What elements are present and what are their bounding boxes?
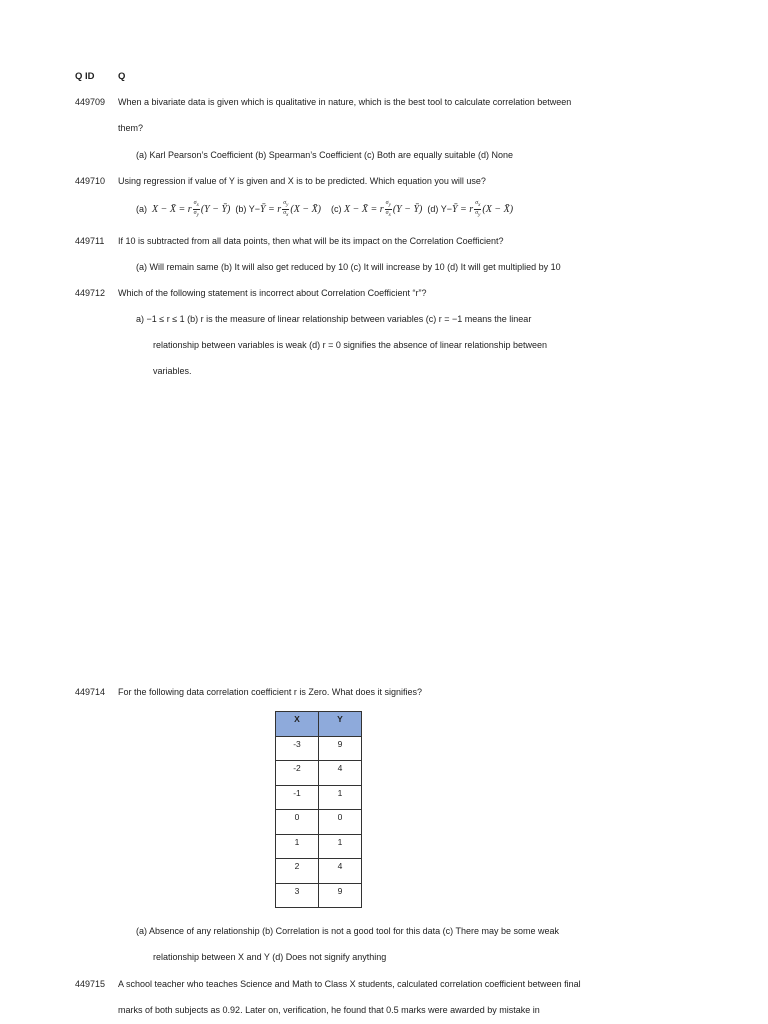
option-d-label: (d) Y− (427, 204, 452, 215)
question-id: 449714 (75, 687, 106, 697)
table-cell: 3 (276, 883, 319, 908)
table-cell: -2 (276, 761, 319, 786)
question-column-header: Q (118, 71, 126, 82)
question-text: Using regression if value of Y is given and X is to be predicted. Which equation you will use? (118, 176, 486, 186)
table-header-row (276, 712, 362, 737)
question-id: 449712 (75, 288, 106, 298)
question-id: 449709 (75, 97, 106, 107)
answer-options-line1: a) −1 ≤ r ≤ 1 (b) r is the measure of linear relationship between variables (c) r = −1 means the linear (136, 314, 532, 324)
table-cell: 1 (276, 834, 319, 859)
qid-column-header: Q ID (75, 71, 95, 82)
table-cell: -1 (276, 785, 319, 810)
table-cell: 1 (319, 785, 362, 810)
table-cell: 1 (319, 834, 362, 859)
table-header-x: X (276, 712, 319, 737)
question-text: Which of the following statement is incorrect about Correlation Coefficient “r”? (118, 288, 427, 298)
data-table (275, 711, 362, 908)
question-id: 449710 (75, 176, 106, 186)
table-header-y: Y (319, 712, 362, 737)
answer-options: (a) Will remain same (b) It will also get reduced by 10 (c) It will increase by 10 (d) It will get multiplied by 10 (136, 262, 561, 272)
table-row (276, 736, 362, 761)
answer-options-line2: relationship between variables is weak (d) r = 0 signifies the absence of linear relationship between (153, 340, 547, 350)
table-row (276, 785, 362, 810)
answer-options: (a) Karl Pearson’s Coefficient (b) Spearman’s Coefficient (c) Both are equally suitable (d) None (136, 150, 514, 160)
question-text: If 10 is subtracted from all data points, then what will be its impact on the Correlation Coefficient? (118, 236, 504, 246)
question-text: A school teacher who teaches Science and Math to Class X students, calculated correlation coefficient between final (118, 979, 581, 989)
table-cell: 4 (319, 761, 362, 786)
option-c-label: (c) (331, 204, 342, 215)
table-cell: 9 (319, 883, 362, 908)
regression-equation-options: (a) X − X̄ = r $\frac{\sigma_x}{\sigma_y}$ (Y − Ȳ) (b) Y−Ȳ = r $\frac{\sigma_y}{\sigma_x}$ (X − X̄) (c) X − X̄ = r $\frac{\sigma_y}{\sigma_x}$ (Y − Ȳ) (d) Y−Ȳ = r $\frac{\sigma_x}{\sigma_y}$ (X − X̄) (136, 200, 514, 219)
table-row (276, 810, 362, 835)
table-cell: -3 (276, 736, 319, 761)
table-cell: 4 (319, 859, 362, 884)
question-id: 449715 (75, 979, 106, 989)
question-text: When a bivariate data is given which is qualitative in nature, which is the best tool to calculate correlation between (118, 97, 572, 107)
table-cell: 9 (319, 736, 362, 761)
table-row (276, 761, 362, 786)
option-a-label: (a) (136, 204, 147, 215)
question-text-continued: marks of both subjects as 0.92. Later on, verification, he found that 0.5 marks were awarded by mistake in (118, 1005, 540, 1015)
question-text-continued: them? (118, 123, 144, 133)
question-text: For the following data correlation coefficient r is Zero. What does it signifies? (118, 687, 422, 697)
answer-options-line2: relationship between X and Y (d) Does not signify anything (153, 952, 387, 962)
table-cell: 0 (276, 810, 319, 835)
table-row (276, 834, 362, 859)
table-cell: 0 (319, 810, 362, 835)
answer-options-line3: variables. (153, 366, 192, 376)
table-row (276, 883, 362, 908)
option-b-label: (b) Y− (235, 204, 260, 215)
answer-options-line1: (a) Absence of any relationship (b) Correlation is not a good tool for this data (c) There may be some weak (136, 926, 560, 936)
table-row (276, 859, 362, 884)
table-cell: 2 (276, 859, 319, 884)
question-id: 449711 (75, 236, 105, 246)
